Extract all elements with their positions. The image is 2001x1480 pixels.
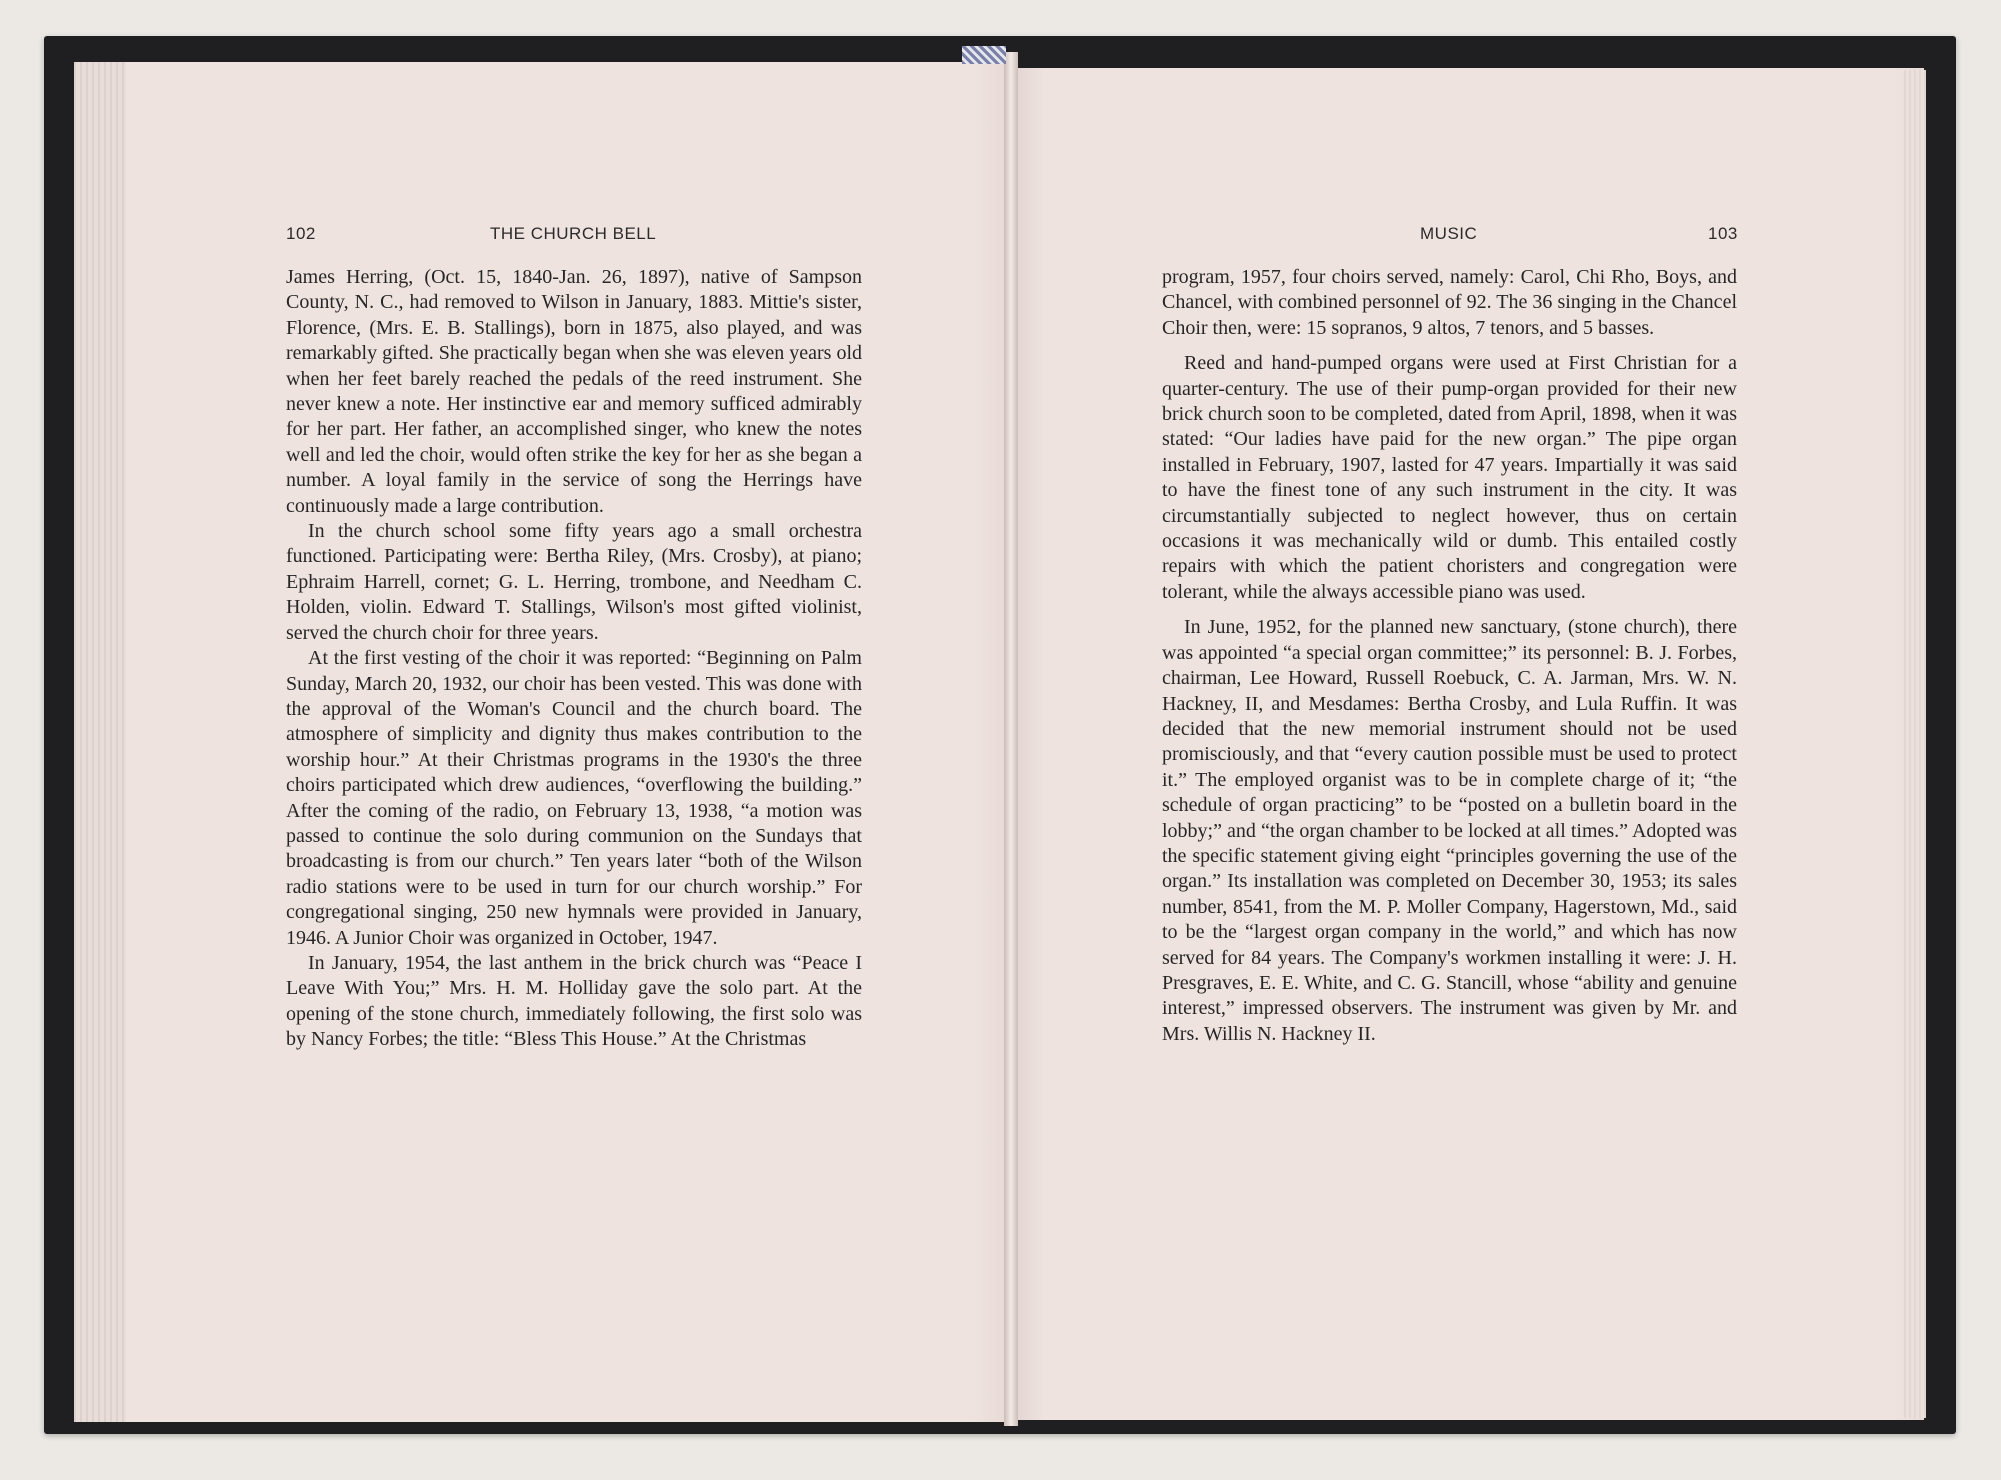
right-page-number: 103 — [1708, 224, 1738, 243]
book-gutter — [1004, 52, 1018, 1426]
left-paragraph-3: At the first vesting of the choir it was reported: “Beginning on Palm Sunday, March 20, 1932, our choir has been vested. This was done with the approval of the Woman's Council and the church board. The atmosphere of simplicity and dignity thus makes contribution to the worship hour.” At their Christmas programs in the 1930's the three choirs participated which drew audiences, “overflowing the building.” After the coming of the radio, on February 13, 1938, “a motion was passed to continue the solo during communion on the Sundays that broadcasting is from our church.” Ten years later “both of the Wilson radio stations were to be used in turn for our church worship.” For congregational singing, 250 new hymnals were provided in January, 1946. A Junior Choir was organized in October, 1947. — [286, 647, 862, 949]
left-paragraph-2: In the church school some fifty years ago a small orchestra functioned. Participating were: Bertha Riley, (Mrs. Crosby), at piano; Ephraim Harrell, cornet; G. L. Herring, trombone, and Needham C. Holden, violin. Edward T. Stallings, Wilson's most gifted violinist, served the church choir for three years. — [286, 520, 862, 644]
left-paragraph-4: In January, 1954, the last anthem in the brick church was “Peace I Leave With You;” Mrs. H. M. Holliday gave the solo part. At the opening of the stone church, immediately following, the first solo was by Nancy Forbes; the title: “Bless This House.” At the Christmas — [286, 951, 862, 1051]
left-running-head: THE CHURCH BELL — [490, 224, 657, 243]
right-paragraph-3: In June, 1952, for the planned new sanctuary, (stone church), there was appointed “a special organ committee;” its personnel: B. J. Forbes, chairman, Lee Howard, Russell Roebuck, C. A. Jarman, Mrs. W. N. Hackney, II, and Mesdames: Bertha Crosby, and Lula Ruffin. It was decided that the new memorial instrument should not be used promisciously, and that “every caution possible must be used to protect it.” The employed organist was to be in complete charge of it; “the schedule of organ practicing” to be “posted on a bulletin board in the lobby;” and “the organ chamber to be locked at all times.” Adopted was the specific statement giving eight “principles governing the use of the organ.” Its installation was completed on December 30, 1953; its sales number, 8541, from the M. P. Moller Company, Hagerstown, Md., said to be the “largest organ company in the world,” and which has now served for 84 years. The Company's workmen installing it were: J. H. Presgraves, E. E. White, and C. G. Stancill, whose “ability and genuine interest,” impressed observers. The instrument was given by Mr. and Mrs. Willis N. Hackney II. — [1162, 616, 1737, 1045]
left-body-text — [286, 265, 862, 1053]
left-page-number: 102 — [286, 224, 316, 243]
headband — [962, 46, 1006, 64]
right-paragraph-1: program, 1957, four choirs served, namely: Carol, Chi Rho, Boys, and Chancel, with combined personnel of 92. The 36 singing in the Chancel Choir then, were: 15 sopranos, 9 altos, 7 tenors, and 5 basses. — [1162, 266, 1737, 339]
right-page-edges — [1904, 70, 1926, 1418]
right-paragraph-2: Reed and hand-pumped organs were used at First Christian for a quarter-century. The use of their pump-organ provided for their new brick church soon to be completed, dated from April, 1898, when it was stated: “Our ladies have paid for the new organ.” The pipe organ installed in February, 1907, lasted for 47 years. Impartially it was said to have the finest tone of any such instrument in the city. It was circumstantially subjected to neglect however, thus on certain occasions it was mechanically wild or dumb. This entailed costly repairs with which the patient choristers and congregation were tolerant, while the always accessible piano was used. — [1162, 352, 1737, 603]
right-body-text — [1162, 265, 1737, 1047]
left-paragraph-1: James Herring, (Oct. 15, 1840-Jan. 26, 1897), native of Sampson County, N. C., had removed to Wilson in January, 1883. Mittie's sister, Florence, (Mrs. E. B. Stallings), born in 1875, also played, and was remarkably gifted. She practically began when she was eleven years old when her feet barely reached the pedals of the reed instrument. She never knew a note. Her instinctive ear and memory sufficed admirably for her part. Her father, an accomplished singer, who knew the notes well and led the choir, would often strike the key for her as she began a number. A loyal family in the service of song the Herrings have continuously made a large contribution. — [286, 266, 862, 517]
right-running-head: MUSIC — [1420, 224, 1478, 243]
left-page-edges — [74, 62, 126, 1422]
